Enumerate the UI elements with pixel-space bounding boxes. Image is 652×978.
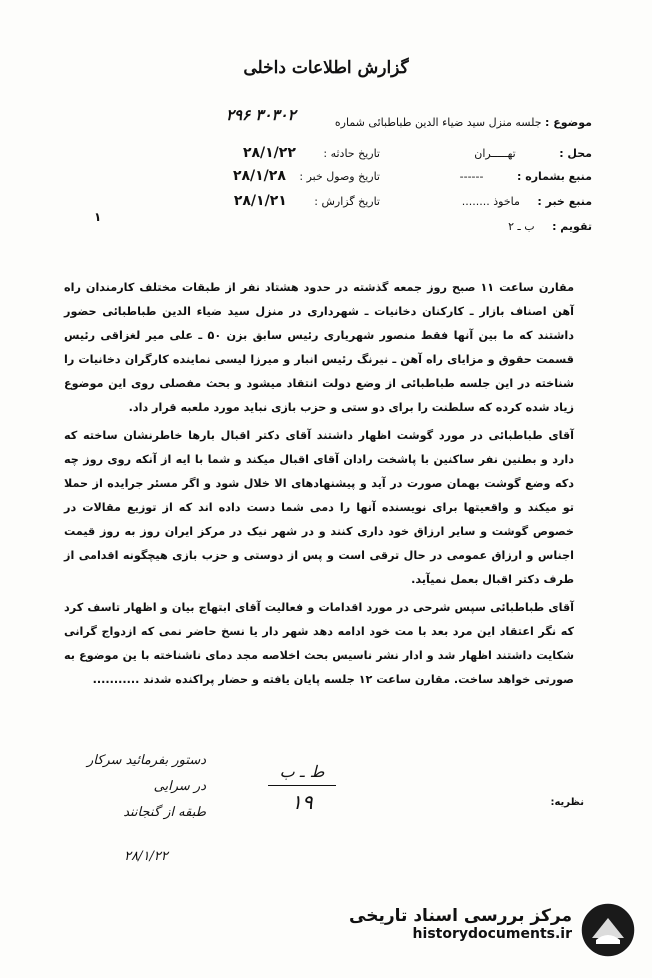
watermark [348, 900, 638, 960]
watermark-text [349, 906, 572, 942]
handwritten-line-2: طبقه از گنجانند [123, 805, 206, 820]
date-received-row [233, 168, 380, 184]
date-received-value: ۲۸/۱/۲۸ [232, 168, 286, 184]
source-code-row [460, 170, 592, 183]
date-report-row [234, 193, 380, 209]
source-row [462, 195, 592, 208]
rating-value: ب ـ ۲ [508, 220, 535, 233]
ref-label: شماره [334, 116, 365, 129]
place-value: تهـــــران [474, 147, 516, 160]
handwritten-line-1: دستور بفرمائید سرکار در سرایی [86, 753, 206, 794]
body-paragraph-1: مقارن ساعت ۱۱ صبح روز جمعه گذشته در حدود هشتاد نفر از طبقات مختلف کارمندان راه آهن اصناف بازار ـ کارکنان دخانیات ـ شهرداری در منزل سید ضیاء الدین طباطبائی حضور داشتند که ما بین آنها فقط منصور شهریاری رئیس سابق بزن ۵۰ ـ علی میر لغزاقی رئیس قسمت حقوق و مزایای راه آهن ـ نیرنگ رئیس انبار و میرزا لیسی نماینده کارگران دخانیات را شناخته در این جلسه طباطبائی از وضع دولت انتقاد میشود و بحث مفصلی روی این موضوع زیاد شده کرده که سلطنت را برای دو ستی و حزب بازی نباید مورد ملعبه قرار داد. [64, 281, 574, 414]
date-event-row [243, 145, 380, 161]
source-code-label: منبع بشماره : [516, 170, 592, 183]
left-margin-mark: ۱ [94, 210, 102, 224]
file-code-bottom: ۱۹ [291, 790, 313, 814]
handwritten-date: ۲۸/۱/۲۲ [124, 849, 168, 864]
report-body [64, 276, 574, 696]
handwritten-note [86, 748, 206, 870]
body-paragraph-2: آقای طباطبائی در مورد گوشت اظهار داشتند آقای دکتر اقبال بارها خاطرنشان ساخته که دارد و بطنین نفر ساکنین با پاشخت رادان آقای اقبال میکند و شما با ایه از آنکه روی روز چه دکه وضع گوشت بهمان صورت در آید و پیشنهادهای الا خلال شود و اگر مسئر جرایده از حملا تو میکند و واقعیتها برای نویسنده آنها را دمی شما دست داده اند که از توزیع مقالات در خصوص گوشت و سایر ارزاق خود داری کنند و در شهر نیک در مرکز ایران روز به روز قیمت اجناس و ارزاق عمومی در حال ترقی است و پس از دوستی و حزب بازی هیچگونه اقدامی از طرف دکتر اقبال بعمل نمیآید. [64, 429, 574, 586]
source-label: منبع خبر : [537, 195, 592, 208]
place-row [474, 147, 592, 160]
date-received-label: تاریخ وصول خبر : [299, 170, 380, 183]
place-label: محل : [559, 147, 592, 160]
subject-label: موضوع : [545, 116, 592, 129]
opinion-label: نظریه: [550, 797, 584, 808]
document-title: گزارش اطلاعات داخلی [243, 58, 409, 78]
body-paragraph-3: آقای طباطبائی سپس شرحی در مورد اقدامات و فعالیت آقای ابتهاج بیان و اظهار تاسف کرد که نگر اعتقاد این مرد بعد با مت خود ادامه دهد شهر دار یا نسخ حاضر نمی که ازدواج گرانی شکایت داشتند اظهار شد و ادار نشر ناسیس بحث اخلاصه مجد دمای ناشناخته با ین موضوع به صورتی خواهد ساخت. مقارن ساعت ۱۲ جلسه پایان یافته و حضار پراکنده شدند ........... [64, 601, 574, 686]
file-code-divider [268, 785, 336, 786]
watermark-line-1: مرکز بررسی اسناد تاریخی [349, 906, 572, 926]
archive-logo-icon [578, 900, 638, 960]
subject-row [335, 116, 592, 129]
date-event-value: ۲۸/۱/۲۲ [242, 145, 296, 161]
rating-label: تقویم : [552, 220, 592, 233]
subject-value: جلسه منزل سید ضیاء الدین طباطبائی [368, 116, 542, 129]
rating-row [508, 220, 592, 233]
file-code [262, 762, 342, 814]
reference-number: ۲۹۶ ۳۰۳۰۲ [226, 106, 296, 124]
watermark-line-2: historydocuments.ir [412, 926, 572, 942]
date-report-label: تاریخ گزارش : [314, 195, 380, 208]
date-report-value: ۲۸/۱/۲۱ [233, 193, 287, 209]
source-value: ماخوذ ........ [461, 195, 520, 208]
file-code-top: ط ـ ب [279, 762, 325, 781]
date-event-label: تاریخ حادثه : [323, 147, 380, 160]
source-code-value: ------ [459, 170, 484, 183]
